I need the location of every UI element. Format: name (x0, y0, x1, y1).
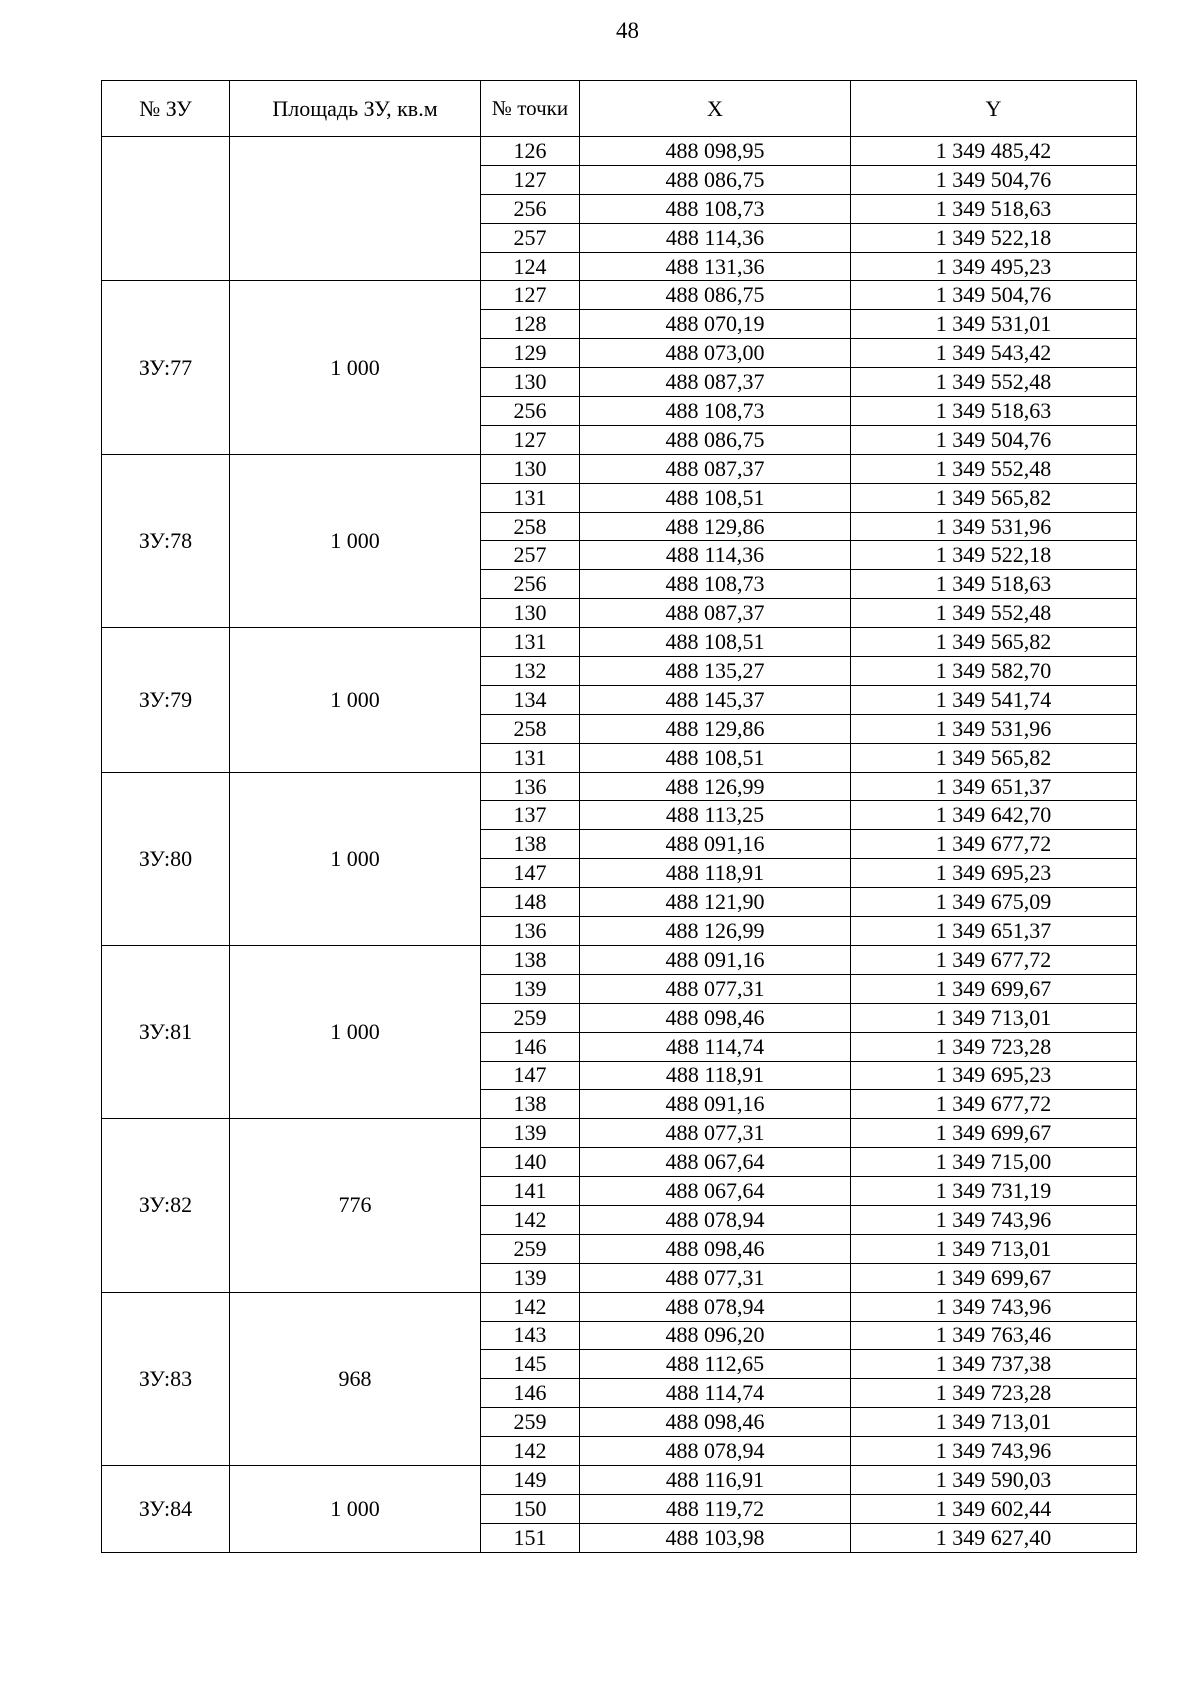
y-coordinate-cell: 1 349 565,82 (851, 743, 1137, 772)
y-coordinate-cell: 1 349 582,70 (851, 657, 1137, 686)
header-point-number: № точки (481, 81, 580, 137)
y-coordinate-cell: 1 349 518,63 (851, 397, 1137, 426)
x-coordinate-cell: 488 078,94 (580, 1205, 851, 1234)
area-cell: 1 000 (230, 772, 481, 945)
point-number-cell: 258 (481, 512, 580, 541)
y-coordinate-cell: 1 349 743,96 (851, 1205, 1137, 1234)
x-coordinate-cell: 488 116,91 (580, 1465, 851, 1494)
y-coordinate-cell: 1 349 695,23 (851, 859, 1137, 888)
point-number-cell: 138 (481, 830, 580, 859)
x-coordinate-cell: 488 077,31 (580, 1119, 851, 1148)
point-number-cell: 128 (481, 310, 580, 339)
y-coordinate-cell: 1 349 713,01 (851, 1408, 1137, 1437)
table-row (102, 454, 1137, 483)
y-coordinate-cell: 1 349 642,70 (851, 801, 1137, 830)
x-coordinate-cell: 488 077,31 (580, 1263, 851, 1292)
point-number-cell: 126 (481, 137, 580, 166)
header-y: Y (851, 81, 1137, 137)
plot-number-cell: ЗУ:82 (102, 1119, 230, 1292)
x-coordinate-cell: 488 091,16 (580, 945, 851, 974)
y-coordinate-cell: 1 349 677,72 (851, 830, 1137, 859)
x-coordinate-cell: 488 108,51 (580, 628, 851, 657)
x-coordinate-cell: 488 126,99 (580, 772, 851, 801)
point-number-cell: 146 (481, 1032, 580, 1061)
y-coordinate-cell: 1 349 651,37 (851, 772, 1137, 801)
x-coordinate-cell: 488 087,37 (580, 368, 851, 397)
point-number-cell: 143 (481, 1321, 580, 1350)
table-row (102, 628, 1137, 657)
y-coordinate-cell: 1 349 699,67 (851, 974, 1137, 1003)
point-number-cell: 130 (481, 454, 580, 483)
x-coordinate-cell: 488 087,37 (580, 454, 851, 483)
plot-number-cell: ЗУ:80 (102, 772, 230, 945)
y-coordinate-cell: 1 349 504,76 (851, 281, 1137, 310)
point-number-cell: 142 (481, 1437, 580, 1466)
header-plot-number: № ЗУ (102, 81, 230, 137)
x-coordinate-cell: 488 112,65 (580, 1350, 851, 1379)
table-row (102, 772, 1137, 801)
point-number-cell: 259 (481, 1003, 580, 1032)
area-cell: 1 000 (230, 1465, 481, 1552)
table-body (102, 137, 1137, 1553)
y-coordinate-cell: 1 349 522,18 (851, 541, 1137, 570)
point-number-cell: 145 (481, 1350, 580, 1379)
x-coordinate-cell: 488 067,64 (580, 1177, 851, 1206)
header-x: X (580, 81, 851, 137)
y-coordinate-cell: 1 349 602,44 (851, 1494, 1137, 1523)
x-coordinate-cell: 488 121,90 (580, 888, 851, 917)
header-area: Площадь ЗУ, кв.м (230, 81, 481, 137)
table-row (102, 1465, 1137, 1494)
point-number-cell: 132 (481, 657, 580, 686)
y-coordinate-cell: 1 349 743,96 (851, 1292, 1137, 1321)
y-coordinate-cell: 1 349 565,82 (851, 483, 1137, 512)
x-coordinate-cell: 488 131,36 (580, 252, 851, 281)
x-coordinate-cell: 488 098,46 (580, 1003, 851, 1032)
point-number-cell: 139 (481, 1119, 580, 1148)
x-coordinate-cell: 488 098,46 (580, 1408, 851, 1437)
area-cell: 1 000 (230, 454, 481, 627)
y-coordinate-cell: 1 349 565,82 (851, 628, 1137, 657)
point-number-cell: 256 (481, 194, 580, 223)
area-cell: 1 000 (230, 628, 481, 772)
plot-number-cell: ЗУ:84 (102, 1465, 230, 1552)
x-coordinate-cell: 488 126,99 (580, 917, 851, 946)
area-cell: 1 000 (230, 945, 481, 1118)
x-coordinate-cell: 488 118,91 (580, 859, 851, 888)
x-coordinate-cell: 488 096,20 (580, 1321, 851, 1350)
x-coordinate-cell: 488 145,37 (580, 685, 851, 714)
x-coordinate-cell: 488 091,16 (580, 1090, 851, 1119)
point-number-cell: 136 (481, 772, 580, 801)
point-number-cell: 131 (481, 483, 580, 512)
table-row (102, 1119, 1137, 1148)
x-coordinate-cell: 488 119,72 (580, 1494, 851, 1523)
point-number-cell: 142 (481, 1205, 580, 1234)
x-coordinate-cell: 488 129,86 (580, 714, 851, 743)
point-number-cell: 256 (481, 397, 580, 426)
x-coordinate-cell: 488 114,74 (580, 1032, 851, 1061)
plot-number-cell (102, 137, 230, 281)
point-number-cell: 138 (481, 1090, 580, 1119)
point-number-cell: 130 (481, 368, 580, 397)
y-coordinate-cell: 1 349 495,23 (851, 252, 1137, 281)
y-coordinate-cell: 1 349 715,00 (851, 1148, 1137, 1177)
x-coordinate-cell: 488 103,98 (580, 1523, 851, 1552)
y-coordinate-cell: 1 349 699,67 (851, 1119, 1137, 1148)
table-header (102, 81, 1137, 137)
x-coordinate-cell: 488 108,51 (580, 743, 851, 772)
x-coordinate-cell: 488 087,37 (580, 599, 851, 628)
y-coordinate-cell: 1 349 552,48 (851, 368, 1137, 397)
point-number-cell: 140 (481, 1148, 580, 1177)
y-coordinate-cell: 1 349 743,96 (851, 1437, 1137, 1466)
y-coordinate-cell: 1 349 627,40 (851, 1523, 1137, 1552)
y-coordinate-cell: 1 349 504,76 (851, 165, 1137, 194)
point-number-cell: 151 (481, 1523, 580, 1552)
point-number-cell: 124 (481, 252, 580, 281)
point-number-cell: 257 (481, 541, 580, 570)
table-row (102, 1292, 1137, 1321)
point-number-cell: 149 (481, 1465, 580, 1494)
x-coordinate-cell: 488 108,73 (580, 194, 851, 223)
point-number-cell: 259 (481, 1408, 580, 1437)
point-number-cell: 148 (481, 888, 580, 917)
point-number-cell: 134 (481, 685, 580, 714)
point-number-cell: 150 (481, 1494, 580, 1523)
point-number-cell: 127 (481, 165, 580, 194)
y-coordinate-cell: 1 349 518,63 (851, 570, 1137, 599)
point-number-cell: 131 (481, 743, 580, 772)
y-coordinate-cell: 1 349 677,72 (851, 945, 1137, 974)
point-number-cell: 127 (481, 425, 580, 454)
x-coordinate-cell: 488 086,75 (580, 425, 851, 454)
point-number-cell: 131 (481, 628, 580, 657)
area-cell (230, 137, 481, 281)
x-coordinate-cell: 488 077,31 (580, 974, 851, 1003)
y-coordinate-cell: 1 349 485,42 (851, 137, 1137, 166)
table-row (102, 281, 1137, 310)
point-number-cell: 147 (481, 1061, 580, 1090)
plot-number-cell: ЗУ:77 (102, 281, 230, 454)
y-coordinate-cell: 1 349 651,37 (851, 917, 1137, 946)
y-coordinate-cell: 1 349 531,96 (851, 714, 1137, 743)
x-coordinate-cell: 488 114,36 (580, 541, 851, 570)
x-coordinate-cell: 488 135,27 (580, 657, 851, 686)
point-number-cell: 146 (481, 1379, 580, 1408)
x-coordinate-cell: 488 114,74 (580, 1379, 851, 1408)
plot-number-cell: ЗУ:81 (102, 945, 230, 1118)
x-coordinate-cell: 488 118,91 (580, 1061, 851, 1090)
point-number-cell: 127 (481, 281, 580, 310)
point-number-cell: 257 (481, 223, 580, 252)
area-cell: 776 (230, 1119, 481, 1292)
plot-number-cell: ЗУ:78 (102, 454, 230, 627)
y-coordinate-cell: 1 349 518,63 (851, 194, 1137, 223)
area-cell: 968 (230, 1292, 481, 1465)
y-coordinate-cell: 1 349 531,01 (851, 310, 1137, 339)
y-coordinate-cell: 1 349 695,23 (851, 1061, 1137, 1090)
point-number-cell: 130 (481, 599, 580, 628)
y-coordinate-cell: 1 349 552,48 (851, 599, 1137, 628)
y-coordinate-cell: 1 349 699,67 (851, 1263, 1137, 1292)
x-coordinate-cell: 488 108,51 (580, 483, 851, 512)
x-coordinate-cell: 488 108,73 (580, 570, 851, 599)
y-coordinate-cell: 1 349 713,01 (851, 1003, 1137, 1032)
x-coordinate-cell: 488 108,73 (580, 397, 851, 426)
point-number-cell: 138 (481, 945, 580, 974)
y-coordinate-cell: 1 349 504,76 (851, 425, 1137, 454)
y-coordinate-cell: 1 349 723,28 (851, 1379, 1137, 1408)
point-number-cell: 142 (481, 1292, 580, 1321)
table-row (102, 137, 1137, 166)
plot-number-cell: ЗУ:79 (102, 628, 230, 772)
x-coordinate-cell: 488 070,19 (580, 310, 851, 339)
point-number-cell: 147 (481, 859, 580, 888)
y-coordinate-cell: 1 349 677,72 (851, 1090, 1137, 1119)
coordinates-table (101, 80, 1137, 1553)
x-coordinate-cell: 488 086,75 (580, 165, 851, 194)
page-number: 48 (616, 18, 639, 43)
y-coordinate-cell: 1 349 723,28 (851, 1032, 1137, 1061)
area-cell: 1 000 (230, 281, 481, 454)
x-coordinate-cell: 488 091,16 (580, 830, 851, 859)
x-coordinate-cell: 488 067,64 (580, 1148, 851, 1177)
point-number-cell: 259 (481, 1234, 580, 1263)
y-coordinate-cell: 1 349 713,01 (851, 1234, 1137, 1263)
y-coordinate-cell: 1 349 763,46 (851, 1321, 1137, 1350)
y-coordinate-cell: 1 349 675,09 (851, 888, 1137, 917)
point-number-cell: 139 (481, 1263, 580, 1292)
y-coordinate-cell: 1 349 543,42 (851, 339, 1137, 368)
y-coordinate-cell: 1 349 731,19 (851, 1177, 1137, 1206)
x-coordinate-cell: 488 098,95 (580, 137, 851, 166)
y-coordinate-cell: 1 349 552,48 (851, 454, 1137, 483)
x-coordinate-cell: 488 073,00 (580, 339, 851, 368)
point-number-cell: 258 (481, 714, 580, 743)
x-coordinate-cell: 488 078,94 (580, 1292, 851, 1321)
x-coordinate-cell: 488 086,75 (580, 281, 851, 310)
point-number-cell: 137 (481, 801, 580, 830)
point-number-cell: 136 (481, 917, 580, 946)
y-coordinate-cell: 1 349 737,38 (851, 1350, 1137, 1379)
x-coordinate-cell: 488 078,94 (580, 1437, 851, 1466)
plot-number-cell: ЗУ:83 (102, 1292, 230, 1465)
point-number-cell: 129 (481, 339, 580, 368)
y-coordinate-cell: 1 349 541,74 (851, 685, 1137, 714)
y-coordinate-cell: 1 349 590,03 (851, 1465, 1137, 1494)
point-number-cell: 256 (481, 570, 580, 599)
x-coordinate-cell: 488 129,86 (580, 512, 851, 541)
table-row (102, 945, 1137, 974)
y-coordinate-cell: 1 349 531,96 (851, 512, 1137, 541)
x-coordinate-cell: 488 113,25 (580, 801, 851, 830)
y-coordinate-cell: 1 349 522,18 (851, 223, 1137, 252)
point-number-cell: 139 (481, 974, 580, 1003)
x-coordinate-cell: 488 098,46 (580, 1234, 851, 1263)
x-coordinate-cell: 488 114,36 (580, 223, 851, 252)
point-number-cell: 141 (481, 1177, 580, 1206)
